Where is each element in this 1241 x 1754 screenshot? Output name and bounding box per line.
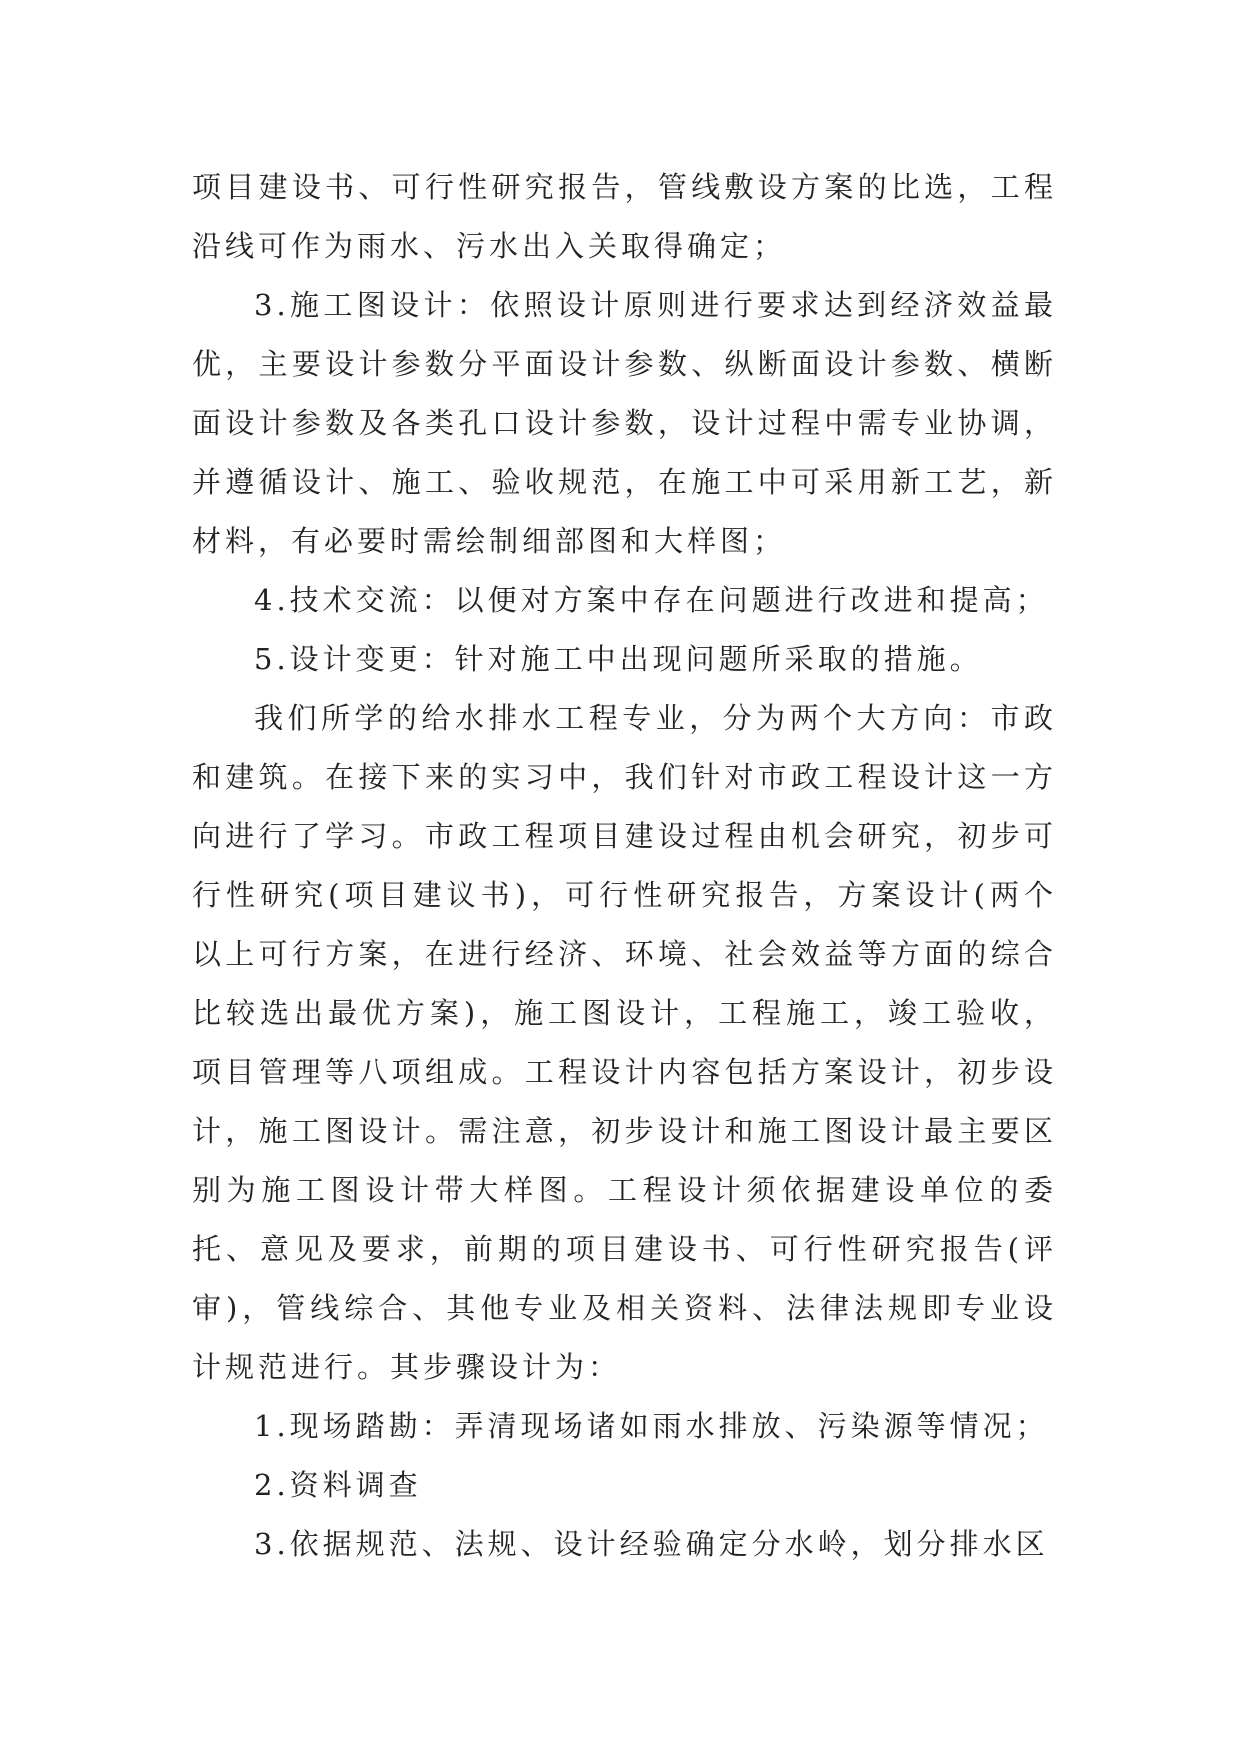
paragraph: 项目建设书、可行性研究报告，管线敷设方案的比选，工程沿线可作为雨水、污水出入关取得确定； <box>192 170 1057 263</box>
paragraph: 4.技术交流：以便对方案中存在问题进行改进和提高； <box>254 583 1049 617</box>
document-body <box>192 158 1057 1574</box>
paragraph: 2.资料调查 <box>254 1468 422 1502</box>
paragraph: 3.施工图设计：依照设计原则进行要求达到经济效益最优，主要设计参数分平面设计参数、纵断面设计参数、横断面设计参数及各类孔口设计参数，设计过程中需专业协调，并遵循设计、施工、验收规范，在施工中可采用新工艺，新材料，有必要时需绘制细部图和大样图； <box>192 288 1057 558</box>
paragraph: 我们所学的给水排水工程专业，分为两个大方向：市政和建筑。在接下来的实习中，我们针对市政工程设计这一方向进行了学习。市政工程项目建设过程由机会研究，初步可行性研究(项目建议书)，可行性研究报告，方案设计(两个以上可行方案，在进行经济、环境、社会效益等方面的综合比较选出最优方案)，施工图设计，工程施工，竣工验收，项目管理等八项组成。工程设计内容包括方案设计，初步设计，施工图设计。需注意，初步设计和施工图设计最主要区别为施工图设计带大样图。工程设计须依据建设单位的委托、意见及要求，前期的项目建设书、可行性研究报告(评审)，管线综合、其他专业及相关资料、法律法规即专业设计规范进行。其步骤设计为： <box>192 701 1057 1384</box>
paragraph: 1.现场踏勘：弄清现场诸如雨水排放、污染源等情况； <box>254 1409 1049 1443</box>
paragraph: 3.依据规范、法规、设计经验确定分水岭，划分排水区 <box>254 1527 1049 1561</box>
paragraph: 5.设计变更：针对施工中出现问题所采取的措施。 <box>254 642 983 676</box>
